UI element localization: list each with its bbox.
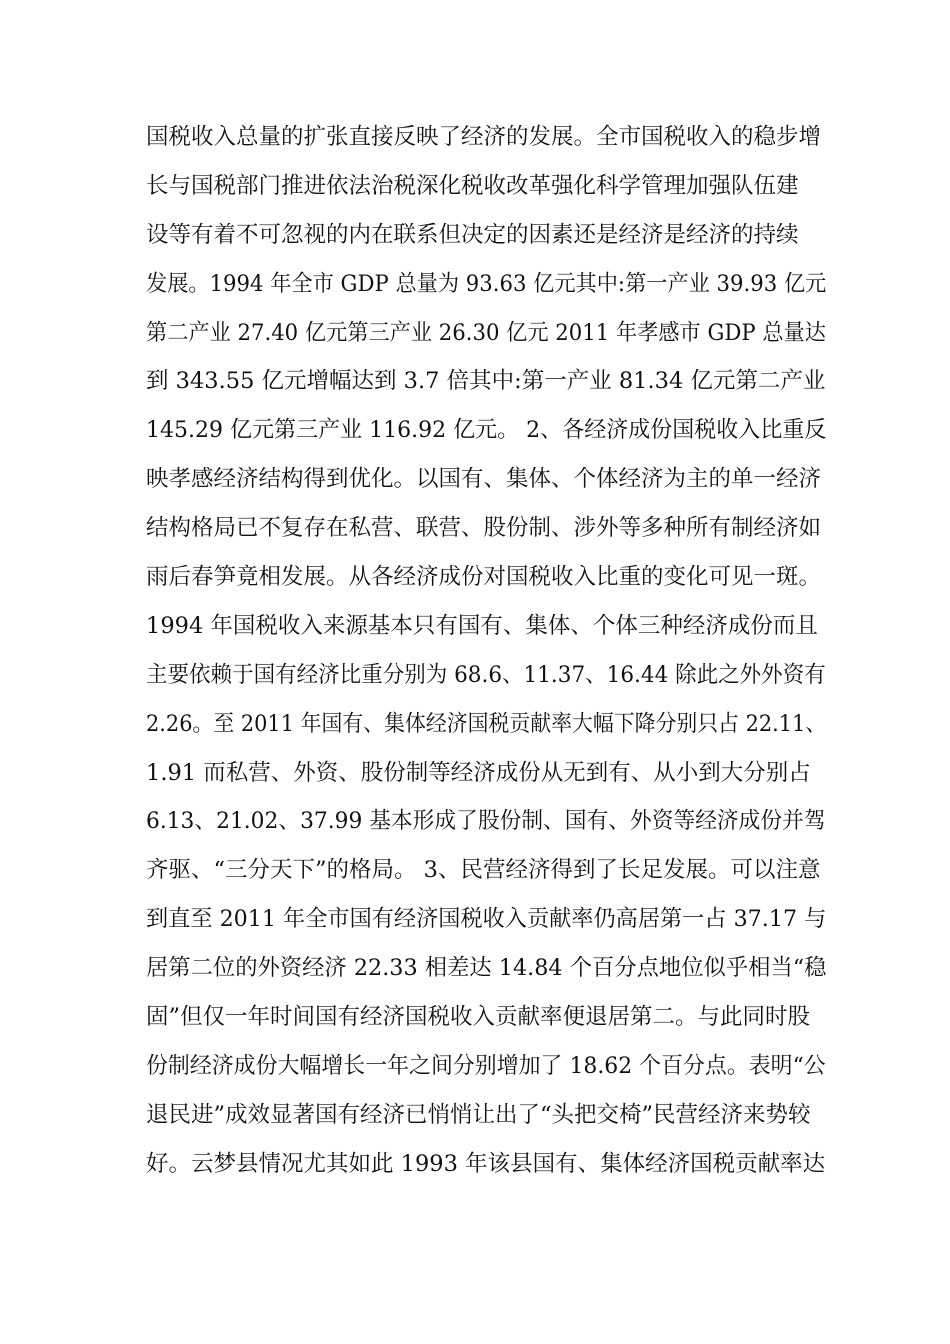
text-line: 结构格局已不复存在私营、联营、股份制、涉外等多种所有制经济如 <box>146 515 822 542</box>
text-line: 映孝感经济结构得到优化。以国有、集体、个体经济为主的单一经济 <box>146 466 822 493</box>
body-text <box>146 113 826 1189</box>
text-line: 份制经济成份大幅增长一年之间分别增加了 18.62 个百分点。表明“公 <box>146 1052 826 1079</box>
text-line: 雨后春笋竟相发展。从各经济成份对国税收入比重的变化可见一斑。 <box>146 564 822 591</box>
text-line: 145.29 亿元第三产业 116.92 亿元。 2、各经济成份国税收入比重反 <box>146 417 827 444</box>
text-line: 设等有着不可忽视的内在联系但决定的因素还是经济是经济的持续 <box>146 221 799 248</box>
text-line: 发展。1994 年全市 GDP 总量为 93.63 亿元其中:第一产业 39.93 亿元 <box>146 270 827 297</box>
text-line: 第二产业 27.40 亿元第三产业 26.30 亿元 2011 年孝感市 GDP 总量达 <box>146 319 826 346</box>
text-line: 居第二位的外资经济 22.33 相差达 14.84 个百分点地位似乎相当“稳 <box>146 955 827 982</box>
text-line: 国税收入总量的扩张直接反映了经济的发展。全市国税收入的稳步增 <box>146 124 822 150</box>
text-line: 齐驱、“三分天下”的格局。 3、民营经济得到了长足发展。可以注意 <box>146 857 821 884</box>
text-line: 1994 年国税收入来源基本只有国有、集体、个体三种经济成份而且 <box>146 612 818 639</box>
text-line: 到直至 2011 年全市国有经济国税收入贡献率仍高居第一占 37.17 与 <box>146 906 827 933</box>
text-line: 好。云梦县情况尤其如此 1993 年该县国有、集体经济国税贡献率达 <box>146 1150 826 1177</box>
text-line: 6.13、21.02、37.99 基本形成了股份制、国有、外资等经济成份并驾 <box>146 808 826 835</box>
text-line: 退民进”成效显著国有经济已悄悄让出了“头把交椅”民营经济来势较 <box>146 1101 811 1128</box>
text-line: 2.26。至 2011 年国有、集体经济国税贡献率大幅下降分别只占 22.11、 <box>146 710 827 737</box>
text-line: 固”但仅一年时间国有经济国税收入贡献率便退居第二。与此同时股 <box>146 1004 811 1031</box>
text-line: 1.91 而私营、外资、股份制等经济成份从无到有、从小到大分别占 <box>146 759 811 786</box>
text-line: 长与国税部门推进依法治税深化税收改革强化科学管理加强队伍建 <box>146 172 799 199</box>
text-line: 主要依赖于国有经济比重分别为 68.6、11.37、16.44 除此之外外资有 <box>146 661 826 688</box>
text-line: 到 343.55 亿元增幅达到 3.7 倍其中:第一产业 81.34 亿元第二产业 <box>146 368 826 395</box>
